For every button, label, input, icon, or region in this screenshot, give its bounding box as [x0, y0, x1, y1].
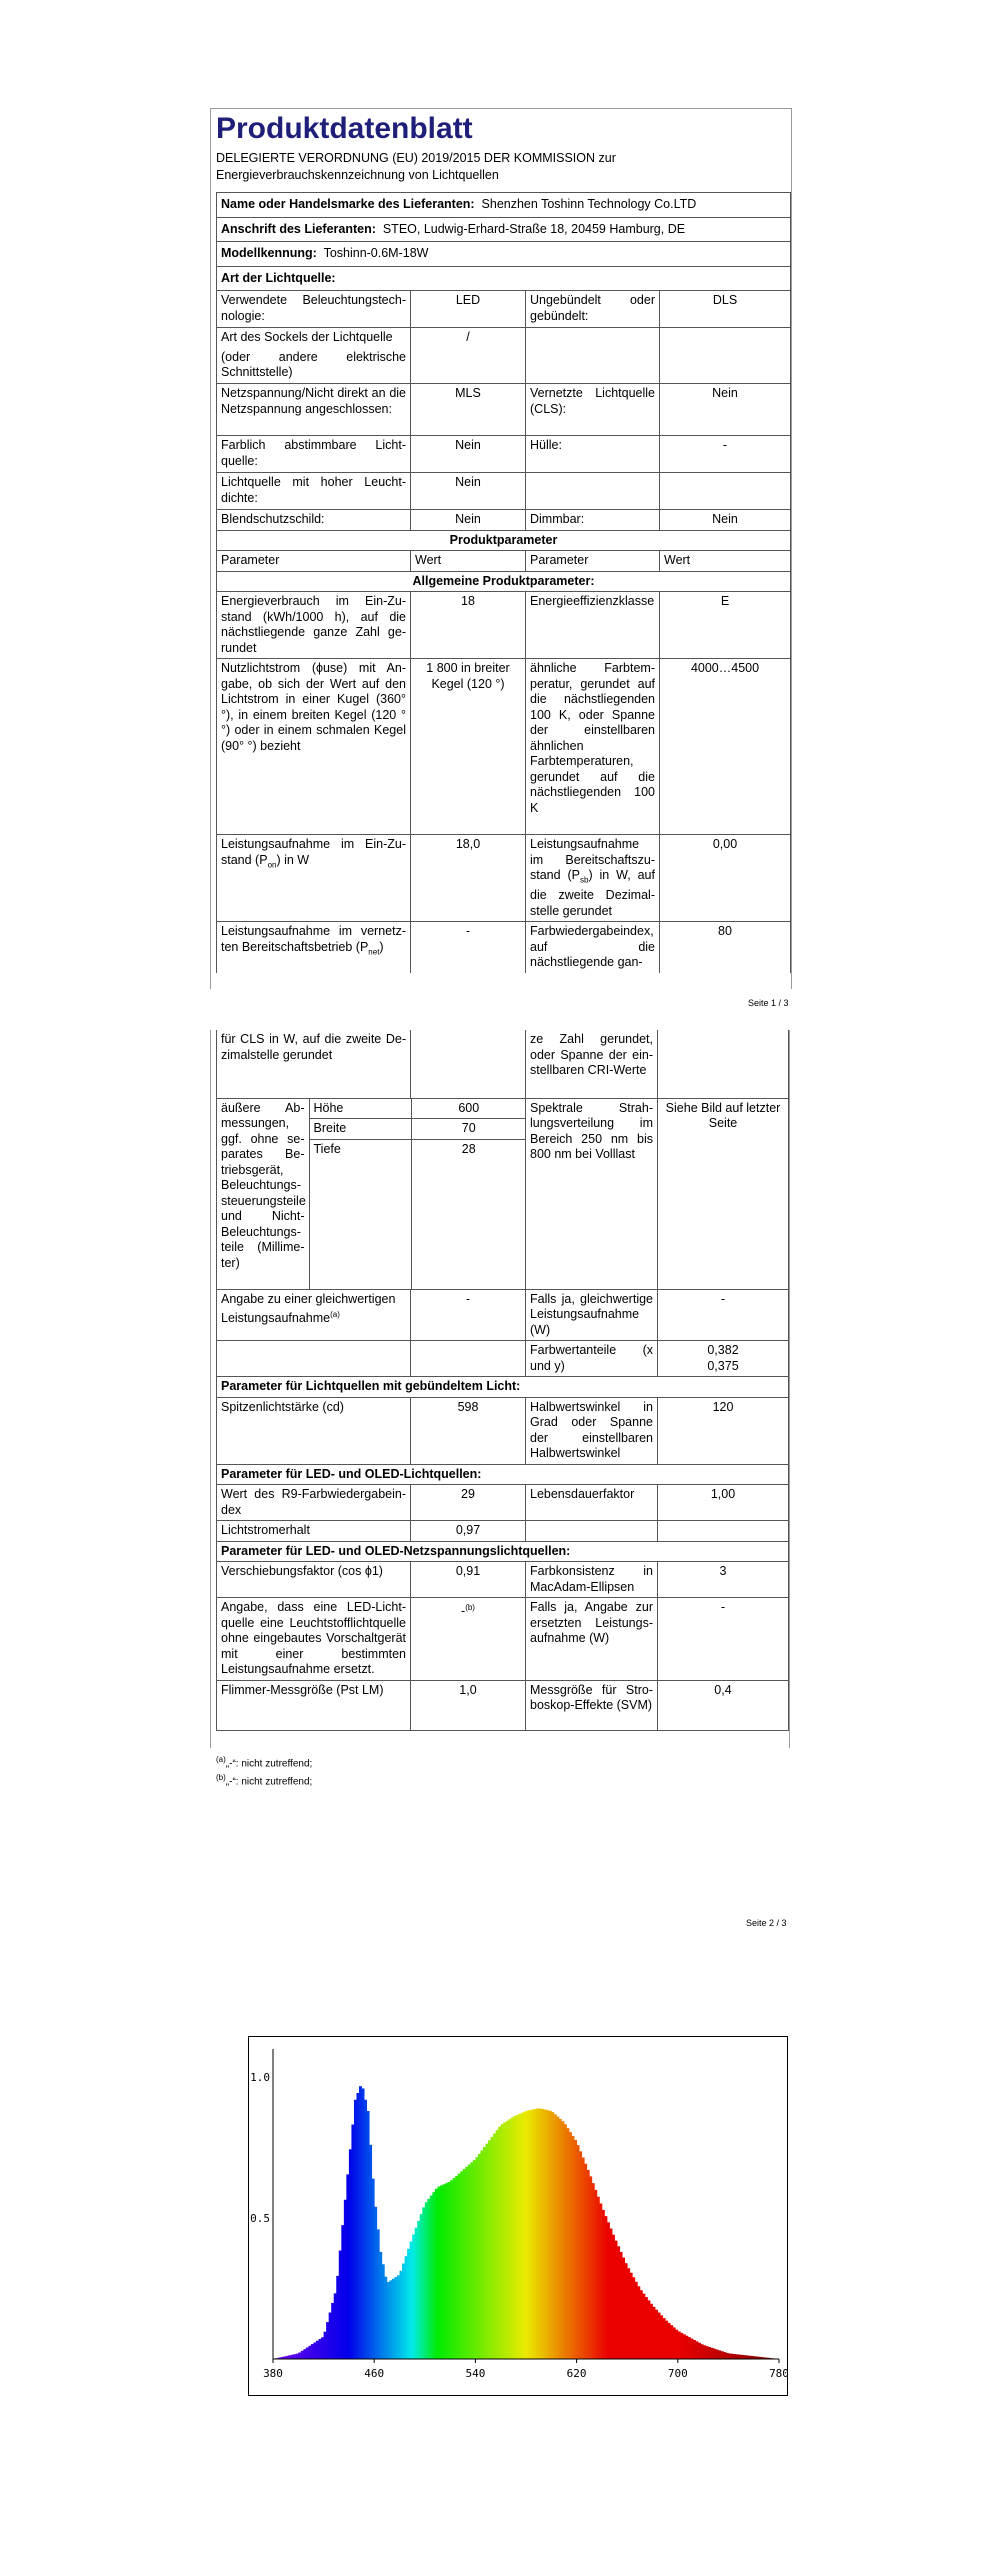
- x-tick-label: 620: [566, 2367, 587, 2380]
- table-row: Angabe zu einer gleichwertigen Leistungsaufnahme$^{(a)}$ - Falls ja, gleichwertige Leistungsaufnahme (W) -: [217, 1289, 789, 1341]
- spectrum-bar: [609, 2229, 612, 2359]
- spectrum-bar: [615, 2241, 618, 2359]
- spectrum-bar: [475, 2157, 478, 2359]
- spectrum-bar: [650, 2304, 653, 2359]
- spectrum-bar: [549, 2111, 552, 2359]
- spectrum-bar: [443, 2184, 446, 2359]
- spectrum-bar: [308, 2346, 311, 2359]
- spectrum-bar: [448, 2182, 451, 2359]
- spectrum-bar: [334, 2293, 337, 2359]
- spectrum-bar: [647, 2300, 650, 2359]
- table-row: Art des Sockels der Lichtquelle (oder andere elektrische Schnittstelle) /: [217, 328, 791, 384]
- spectrum-bar: [372, 2179, 375, 2359]
- spectrum-bar: [384, 2277, 387, 2359]
- spectrum-bar: [531, 2110, 534, 2359]
- spectrum-bar: [422, 2207, 425, 2359]
- spectrum-bar: [412, 2234, 415, 2359]
- table-row: Spitzenlichtstärke (cd) 598 Halbwertswinkel in Grad oder Spanne der einstellbaren Halbwertswinkel 120: [217, 1397, 789, 1464]
- spectrum-bar: [665, 2321, 668, 2359]
- spectrum-bar: [640, 2290, 643, 2359]
- spectrum-bar: [306, 2347, 309, 2359]
- spectrum-bar: [455, 2176, 458, 2359]
- spectrum-bar: [660, 2315, 663, 2359]
- table-row: Blendschutzschild: Nein Dimmbar: Nein: [217, 510, 791, 531]
- spectrum-bar: [493, 2134, 496, 2359]
- spectrum-bar: [632, 2277, 635, 2359]
- spectrum-bar: [721, 2351, 724, 2359]
- spectrum-bar: [506, 2121, 509, 2359]
- spectrum-bar: [529, 2110, 532, 2359]
- spectrum-bar: [293, 2354, 296, 2359]
- spectrum-bar: [430, 2196, 433, 2359]
- spectrum-bar: [432, 2192, 435, 2359]
- table-row: Leistungsaufnahme im vernetzten Bereitschaftsbetrieb $(P_{net})$ - Farbwiedergabeindex, auf die nächstliegende gan- 80: [217, 922, 791, 973]
- spectrum-bar: [319, 2339, 322, 2359]
- spectrum-bar: [313, 2342, 316, 2359]
- x-tick-label: 460: [364, 2367, 385, 2380]
- spectrum-bar: [701, 2344, 704, 2359]
- spectrum-bar: [675, 2330, 678, 2359]
- table-row: Verwendete Beleuchtungstechnologie: LED Ungebündelt oder gebündelt: DLS: [217, 291, 791, 328]
- spectrum-bar: [291, 2355, 294, 2359]
- spectrum-bar: [645, 2297, 648, 2359]
- spectrum-bar: [561, 2121, 564, 2359]
- y-tick-label: 1.0: [250, 2071, 270, 2085]
- supplier-name-value: Shenzhen Toshinn Technology Co.LTD: [481, 197, 697, 211]
- spectrum-bar: [480, 2150, 483, 2359]
- spectrum-bar: [316, 2341, 319, 2359]
- lightsource-type-heading: Art der Lichtquelle:: [217, 266, 791, 291]
- spectrum-bar: [617, 2246, 620, 2359]
- spectrum-bar: [602, 2210, 605, 2359]
- spectrum-bar: [604, 2216, 607, 2359]
- table-row: Farblich abstimmbare Lichtquelle: Nein Hülle: -: [217, 436, 791, 473]
- spectrum-bar: [658, 2313, 661, 2360]
- spectrum-bar: [589, 2176, 592, 2359]
- dimensions-row: äußere Abmessungen, ggf. ohne separates Betriebsgerät, Beleuchtungssteuerungsteile und Nicht-Beleuchtungsteile (Millimeter) Höhe 600 Breite 70 Tiefe 28 Spektrale Strahlungsverteilung im Bereich 250 nm bis 800 nm bei Volllast Siehe Bild auf letzter Seite: [217, 1098, 789, 1289]
- spectrum-bar: [668, 2323, 671, 2359]
- spectrum-bar: [713, 2349, 716, 2359]
- spectrum-bar: [696, 2341, 699, 2359]
- spectrum-bar: [723, 2352, 726, 2359]
- spectrum-bar: [607, 2222, 610, 2359]
- spectrum-bar: [405, 2256, 408, 2359]
- spectrum-bar: [733, 2354, 736, 2359]
- spectrum-bar: [731, 2354, 734, 2359]
- spectrum-bar: [400, 2271, 403, 2359]
- spectrum-bar: [450, 2180, 453, 2359]
- spectrum-bar: [716, 2350, 719, 2359]
- spectrum-bars: [276, 2086, 777, 2359]
- spectrum-chart-frame: [248, 2036, 788, 2396]
- spectrum-bar: [349, 2149, 352, 2359]
- table-row: Angabe, dass eine LED-Lichtquelle eine Leuchtstofflichtquelle ohne eingebautes Vorschaltgerät mit einer bestimmten Leistungsaufnahme ersetzt. -$^{(b)}$ Falls ja, Angabe zur ersetzten Leistungsaufnahme (W) -: [217, 1598, 789, 1681]
- spectrum-bar: [746, 2355, 749, 2359]
- spectrum-bar: [460, 2171, 463, 2359]
- spectrum-bar: [546, 2110, 549, 2359]
- spectrum-bar: [564, 2124, 567, 2359]
- spectrum-bar: [551, 2112, 554, 2359]
- spectrum-bar: [382, 2264, 385, 2359]
- spectrum-bar: [683, 2334, 686, 2359]
- spectrum-bar: [728, 2354, 731, 2359]
- page-number-1: Seite 1 / 3: [748, 998, 789, 1008]
- spectrum-bar: [534, 2109, 537, 2359]
- spectrum-bar: [407, 2249, 410, 2359]
- spectrum-bar: [463, 2169, 466, 2359]
- table-row: Lichtstromerhalt 0,97: [217, 1521, 789, 1542]
- spectrum-bar: [736, 2354, 739, 2359]
- spectrum-bar: [498, 2127, 501, 2359]
- x-tick-label: 380: [263, 2367, 283, 2380]
- spectrum-bar: [470, 2162, 473, 2359]
- spectrum-bar: [324, 2332, 327, 2359]
- spectrum-bar: [387, 2282, 390, 2359]
- spectrum-bar: [577, 2145, 580, 2359]
- spectrum-bar: [587, 2170, 590, 2359]
- spectrum-bar: [541, 2109, 544, 2359]
- spectrum-bar: [503, 2123, 506, 2359]
- spectrum-bar: [478, 2154, 481, 2359]
- spectrum-bar: [526, 2111, 529, 2359]
- table-row: Flimmer-Messgröße (Pst LM) 1,0 Messgröße für Stroboskop-Effekte (SVM) 0,4: [217, 1680, 789, 1730]
- spectrum-bar: [698, 2343, 701, 2359]
- x-tick-label: 540: [465, 2367, 486, 2380]
- spectrum-bar: [362, 2088, 365, 2359]
- spectrum-bar: [584, 2164, 587, 2359]
- spectrum-bar: [597, 2197, 600, 2359]
- product-parameters-heading: Produktparameter: [217, 530, 791, 551]
- model-value: Toshinn-0.6M-18W: [323, 246, 429, 260]
- spectrum-bar: [582, 2158, 585, 2360]
- spectrum-bar: [425, 2202, 428, 2359]
- spectrum-bar: [569, 2132, 572, 2359]
- spectrum-bar: [627, 2268, 630, 2359]
- spectrum-bar: [579, 2151, 582, 2359]
- spectrum-bar: [488, 2140, 491, 2359]
- spectrum-bar: [592, 2183, 595, 2359]
- mains-led-parameters-heading: Parameter für LED- und OLED-Netzspannungslichtquellen:: [217, 1541, 789, 1562]
- spectrum-bar: [346, 2174, 349, 2359]
- spectral-distribution-chart: [249, 2037, 787, 2395]
- spectrum-bar: [554, 2114, 557, 2359]
- dimensions-table: äußere Abmessungen, ggf. ohne separates Betriebsgerät, Beleuchtungssteuerungsteile und Nicht-Beleuchtungsteile (Millimeter) Höhe 600 Breite 70 Tiefe 28: [217, 1099, 526, 1289]
- page-number-2: Seite 2 / 3: [746, 1918, 787, 1928]
- x-tick-label: 700: [667, 2367, 688, 2380]
- spectrum-bar: [374, 2207, 377, 2359]
- supplier-table: [216, 192, 791, 973]
- spectrum-bar: [445, 2183, 448, 2359]
- spectrum-bar: [594, 2190, 597, 2359]
- spectrum-bar: [329, 2313, 332, 2360]
- spectrum-bar: [331, 2303, 334, 2359]
- document-title: Produktdatenblatt: [216, 112, 473, 145]
- spectrum-bar: [364, 2100, 367, 2359]
- table-row: Verschiebungsfaktor (cos ϕ1) 0,91 Farbkonsistenz in MacAdam-Ellipsen 3: [217, 1562, 789, 1598]
- spectrum-bar: [670, 2325, 673, 2359]
- general-parameters-heading: Allgemeine Produktparameter:: [217, 571, 791, 592]
- spectrum-bar: [458, 2174, 461, 2359]
- spectrum-bar: [741, 2355, 744, 2359]
- spectrum-bar: [678, 2332, 681, 2359]
- spectrum-bar: [739, 2355, 742, 2359]
- spectrum-bar: [410, 2241, 413, 2359]
- spectrum-bar: [397, 2275, 400, 2359]
- table-row: Wert des R9-Farbwiedergabeindex 29 Lebensdauerfaktor 1,00: [217, 1485, 789, 1521]
- spectrum-bar: [521, 2113, 524, 2359]
- spectrum-bar: [394, 2277, 397, 2359]
- spectrum-bar: [556, 2117, 559, 2359]
- spectrum-bar: [420, 2214, 423, 2359]
- spectrum-bar: [566, 2128, 569, 2359]
- spectrum-bar: [673, 2327, 676, 2359]
- spectrum-bar: [625, 2263, 628, 2359]
- spectrum-bar: [539, 2108, 542, 2359]
- spectrum-bar: [655, 2310, 658, 2359]
- spectrum-bar: [726, 2353, 729, 2359]
- spectrum-bar: [518, 2114, 521, 2359]
- spectrum-bar: [427, 2199, 430, 2359]
- spectrum-bar: [711, 2348, 714, 2359]
- spectrum-bar: [690, 2339, 693, 2359]
- spectrum-bar: [369, 2145, 372, 2359]
- spectrum-bar: [630, 2273, 633, 2359]
- spectrum-bar: [359, 2086, 362, 2359]
- spectrum-bar: [622, 2258, 625, 2359]
- spectrum-bar: [298, 2353, 301, 2359]
- spectrum-bar: [680, 2333, 683, 2359]
- spectrum-bar: [637, 2286, 640, 2359]
- spectrum-bar: [508, 2119, 511, 2359]
- spectrum-bar: [389, 2280, 392, 2359]
- spectrum-bar: [301, 2351, 304, 2359]
- spectrum-bar: [523, 2112, 526, 2359]
- spectrum-bar: [544, 2110, 547, 2359]
- spectrum-bar: [344, 2200, 347, 2359]
- spectrum-bar: [496, 2130, 499, 2359]
- spectrum-bar: [693, 2340, 696, 2359]
- spectrum-bar: [356, 2093, 359, 2359]
- spectrum-bar: [559, 2119, 562, 2359]
- spectrum-bar: [415, 2228, 418, 2359]
- regulation-intro: DELEGIERTE VERORDNUNG (EU) 2019/2015 DER KOMMISSION zur Energieverbrauchskennzeichnung von Lichtquellen: [216, 151, 616, 182]
- spectrum-bar: [685, 2336, 688, 2359]
- spectrum-bar: [688, 2337, 691, 2359]
- table-row: Energieverbrauch im Ein-Zustand (kWh/1000 h), auf die nächstliegende ganze Zahl gerundet 18 Energieeffizienzklasse E: [217, 592, 791, 659]
- y-tick-label: 0.5: [250, 2212, 270, 2226]
- x-tick-label: 780: [769, 2367, 787, 2380]
- table-row: für CLS in W, auf die zweite Dezimalstelle gerundet ze Zahl gerundet, oder Spanne der einstellbaren CRI-Werte: [217, 1030, 789, 1098]
- spectrum-bar: [703, 2345, 706, 2359]
- table-row: Netzspannung/Nicht direkt an die Netzspannung angeschlossen: MLS Vernetzte Lichtquelle (CLS): Nein: [217, 384, 791, 436]
- spectrum-bar: [367, 2111, 370, 2359]
- spectrum-bar: [336, 2276, 339, 2359]
- spectrum-bar: [435, 2189, 438, 2359]
- spectrum-bar: [468, 2165, 471, 2359]
- spectrum-bar: [572, 2136, 575, 2359]
- table-row: Lichtquelle mit hoher Leuchtdichte: Nein: [217, 473, 791, 510]
- spectrum-bar: [536, 2108, 539, 2359]
- spectrum-bar: [392, 2279, 395, 2359]
- spectrum-bar: [574, 2140, 577, 2359]
- spectrum-bar: [599, 2203, 602, 2359]
- spectrum-bar: [653, 2307, 656, 2359]
- spectrum-bar: [311, 2344, 314, 2359]
- spectrum-bar: [377, 2229, 380, 2359]
- table-header-row: Parameter Wert Parameter Wert: [217, 551, 791, 572]
- model-row: Modellkennung: Toshinn-0.6M-18W: [217, 242, 791, 267]
- spectrum-bar: [473, 2160, 476, 2359]
- spectrum-bar: [465, 2167, 468, 2359]
- spectrum-bar: [440, 2185, 443, 2359]
- spectrum-bar: [491, 2137, 494, 2359]
- spectrum-bar: [437, 2187, 440, 2359]
- spectrum-bar: [718, 2350, 721, 2359]
- spectrum-bar: [321, 2337, 324, 2359]
- supplier-address-value: STEO, Ludwig-Erhard-Straße 18, 20459 Hamburg, DE: [382, 221, 686, 236]
- spectrum-bar: [326, 2322, 329, 2359]
- footnote-b: $^{(b)}$„-“: nicht zutreffend;: [216, 1773, 313, 1788]
- spectrum-bar: [642, 2294, 645, 2359]
- spectrum-bar: [288, 2355, 291, 2359]
- spectrum-bar: [303, 2349, 306, 2359]
- table-row: Nutzlichtstrom (ϕuse) mit Angabe, ob sich der Wert auf den Lichtstrom in einer Kugel (360° °), in einem breiten Kegel (120 °°) oder in einem schmalen Kegel (90° °) bezieht 1 800 in breiter Kegel (120 °) ähnliche Farbtemperatur, gerundet auf die nächstliegenden 100 K, oder Spanne der einstellbaren ähnlichen Farbtemperaturen, gerundet auf die nächstliegenden 100 K 4000…4500: [217, 659, 791, 835]
- spectrum-bar: [351, 2125, 354, 2359]
- supplier-name-row: Name oder Handelsmarke des Lieferanten: Shenzhen Toshinn Technology Co.LTD: [217, 193, 791, 218]
- spectrum-bar: [453, 2178, 456, 2359]
- spectrum-bar: [339, 2251, 342, 2360]
- spectrum-bar: [516, 2115, 519, 2359]
- footnote-a: $^{(a)}$„-“: nicht zutreffend;: [216, 1755, 313, 1770]
- table-row: Farbwertanteile (x und y) 0,382 0,375: [217, 1341, 789, 1377]
- spectrum-bar: [663, 2318, 666, 2359]
- spectrum-bar: [354, 2100, 357, 2359]
- spectrum-bar: [296, 2354, 299, 2359]
- spectrum-bar: [706, 2346, 709, 2359]
- spectrum-bar: [744, 2355, 747, 2359]
- spectrum-bar: [402, 2263, 405, 2359]
- spectrum-bar: [612, 2235, 615, 2359]
- supplier-address-row: Anschrift des Lieferanten: STEO, Ludwig-Erhard-Straße 18, 20459 Hamburg, DE: [217, 217, 791, 242]
- spectrum-bar: [341, 2225, 344, 2359]
- spectrum-bar: [635, 2282, 638, 2359]
- spectrum-bar: [511, 2117, 514, 2359]
- spectrum-bar: [486, 2144, 489, 2359]
- spectrum-bar: [483, 2147, 486, 2359]
- directional-parameters-heading: Parameter für Lichtquellen mit gebündeltem Licht:: [217, 1377, 789, 1398]
- spectrum-bar: [379, 2252, 382, 2359]
- spectrum-bar: [708, 2347, 711, 2359]
- spectrum-bar: [513, 2116, 516, 2359]
- spectrum-bar: [501, 2124, 504, 2359]
- spectrum-bar: [620, 2252, 623, 2359]
- parameters-table-continued: [216, 1030, 789, 1731]
- table-row: Leistungsaufnahme im Ein-Zustand $(P_{on})$ in W 18,0 Leistungsaufnahme im Bereitschaftszustand $(P_{sb})$ in W, auf die zweite Dezimalstelle gerundet 0,00: [217, 835, 791, 922]
- spectrum-bar: [417, 2221, 420, 2359]
- led-parameters-heading: Parameter für LED- und OLED-Lichtquellen:: [217, 1464, 789, 1485]
